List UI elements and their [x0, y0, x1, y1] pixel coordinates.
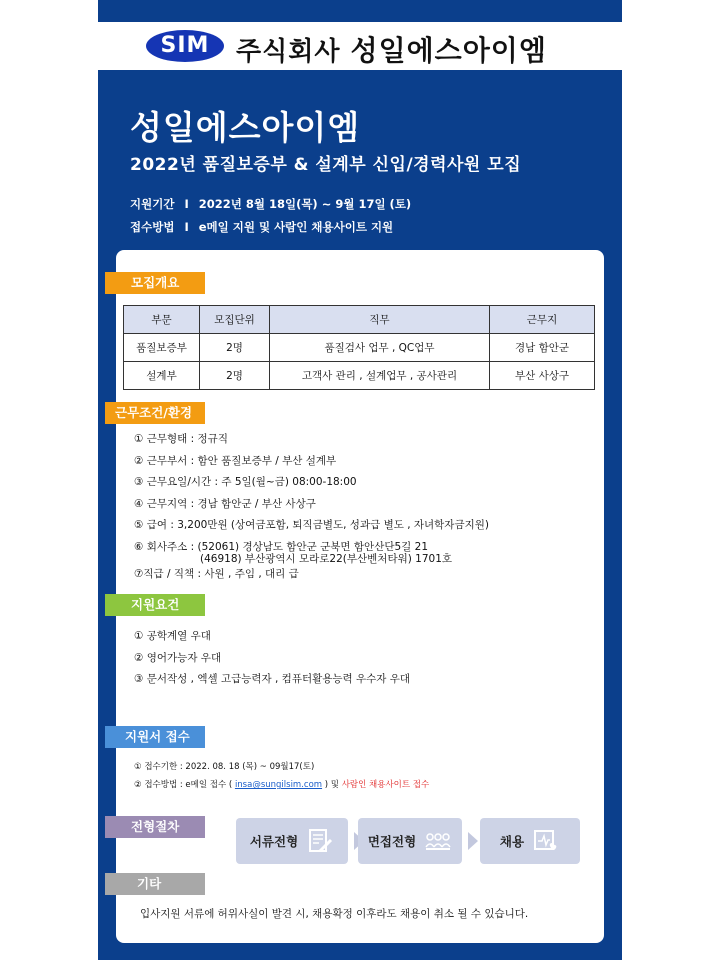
- section-tag-process: 전형절차: [105, 816, 205, 838]
- header-cell: 직무: [270, 306, 490, 334]
- step-label: 서류전형: [249, 834, 299, 849]
- step-interview: [358, 818, 462, 864]
- table-cell: 부산 사상구: [490, 362, 595, 390]
- document-pen-icon: [306, 827, 334, 855]
- section-tag-conditions: 근무조건/환경: [105, 402, 205, 424]
- separator: I: [184, 197, 189, 211]
- table-cell: 2명: [200, 362, 270, 390]
- list-item-deadline: ① 접수기한 : 2022. 08. 18 (목) ~ 09월17(토): [134, 762, 315, 772]
- method-mid: ) 및: [324, 780, 340, 790]
- requirements-list: [134, 626, 410, 691]
- arrow-icon: [468, 832, 478, 850]
- method-label: 접수방법: [130, 220, 175, 234]
- step-hire: [480, 818, 580, 864]
- list-item: ⑥ 회사주소 : (52061) 경상남도 함안군 군북면 함안산단5길 21: [134, 540, 429, 553]
- table-cell: 설계부: [124, 362, 200, 390]
- hire-card-icon: [532, 827, 560, 855]
- table-cell: 품질검사 업무 , QC업무: [270, 334, 490, 362]
- poster-title: 성일에스아이엠: [130, 108, 361, 147]
- period-label: 지원기간: [130, 197, 175, 211]
- overview-table: [123, 305, 595, 390]
- list-item-rank: ⑦직급 / 직책 : 사원 , 주임 , 대리 급: [134, 568, 299, 580]
- sim-logo: SIM: [146, 30, 224, 62]
- step-label: 면접전형: [367, 834, 417, 849]
- interview-people-icon: [424, 827, 452, 855]
- method-prefix: ② 접수방법 : e메일 접수 (: [134, 780, 233, 790]
- list-item: ③ 근무요일/시간 : 주 5일(월~금) 08:00-18:00: [134, 476, 357, 488]
- table-cell: 고객사 관리 , 설계업무 , 공사관리: [270, 362, 490, 390]
- method-line: [130, 219, 393, 235]
- separator: I: [184, 220, 189, 234]
- section-tag-etc: 기타: [105, 873, 205, 895]
- email-link[interactable]: insa@sungilsim.com: [234, 780, 323, 790]
- application-list: [134, 758, 429, 794]
- list-item: ③ 문서작성 , 엑셀 고급능력자 , 컴퓨터활용능력 우수자 우대: [134, 673, 411, 685]
- saramin-text: 사람인 채용사이트 접수: [341, 780, 430, 790]
- list-item: ② 영어가능자 우대: [134, 651, 222, 664]
- header-cell: 근무지: [490, 306, 595, 334]
- poster-subtitle: 2022년 품질보증부 & 설계부 신입/경력사원 모집: [130, 155, 522, 175]
- notice-text: 입사지원 서류에 허위사실이 발견 시, 채용확정 이후라도 채용이 취소 될 수 있습니다.: [140, 908, 529, 920]
- company-name: [236, 29, 547, 69]
- table-row: [124, 362, 595, 390]
- table-header-row: [124, 306, 595, 334]
- step-document: [236, 818, 348, 864]
- list-item: ⑤ 급여 : 3,200만원 (상여금포함, 퇴직금별도, 성과급 별도 , 자녀학자금지원): [134, 519, 489, 531]
- table-cell: 품질보증부: [124, 334, 200, 362]
- step-label: 채용: [499, 834, 525, 849]
- company-prefix: 주식회사: [236, 37, 341, 67]
- section-tag-overview: 모집개요: [105, 272, 205, 294]
- list-item: ② 근무부서 : 함안 품질보증부 / 부산 설계부: [134, 454, 337, 467]
- method-value: e메일 지원 및 사람인 채용사이트 지원: [198, 220, 394, 234]
- period-line: [130, 196, 411, 212]
- conditions-list: [134, 429, 489, 582]
- table-cell: 2명: [200, 334, 270, 362]
- list-item: ④ 근무지역 : 경남 함안군 / 부산 사상구: [134, 497, 316, 510]
- table-row: [124, 334, 595, 362]
- list-item-address2: (46918) 부산광역시 모라로22(부산벤처타워) 1701호: [200, 553, 453, 565]
- header-cell: 부문: [124, 306, 200, 334]
- company-title: 성일에스아이엠: [350, 34, 547, 67]
- list-item: ① 공학계열 우대: [134, 630, 211, 642]
- list-item-method: [134, 776, 429, 794]
- period-value: 2022년 8월 18일(목) ~ 9월 17일 (토): [198, 197, 412, 211]
- section-tag-requirements: 지원요건: [105, 594, 205, 616]
- table-cell: 경남 함안군: [490, 334, 595, 362]
- list-item: ① 근무형태 : 정규직: [134, 433, 228, 445]
- section-tag-application: 지원서 접수: [105, 726, 205, 748]
- header-cell: 모집단위: [200, 306, 270, 334]
